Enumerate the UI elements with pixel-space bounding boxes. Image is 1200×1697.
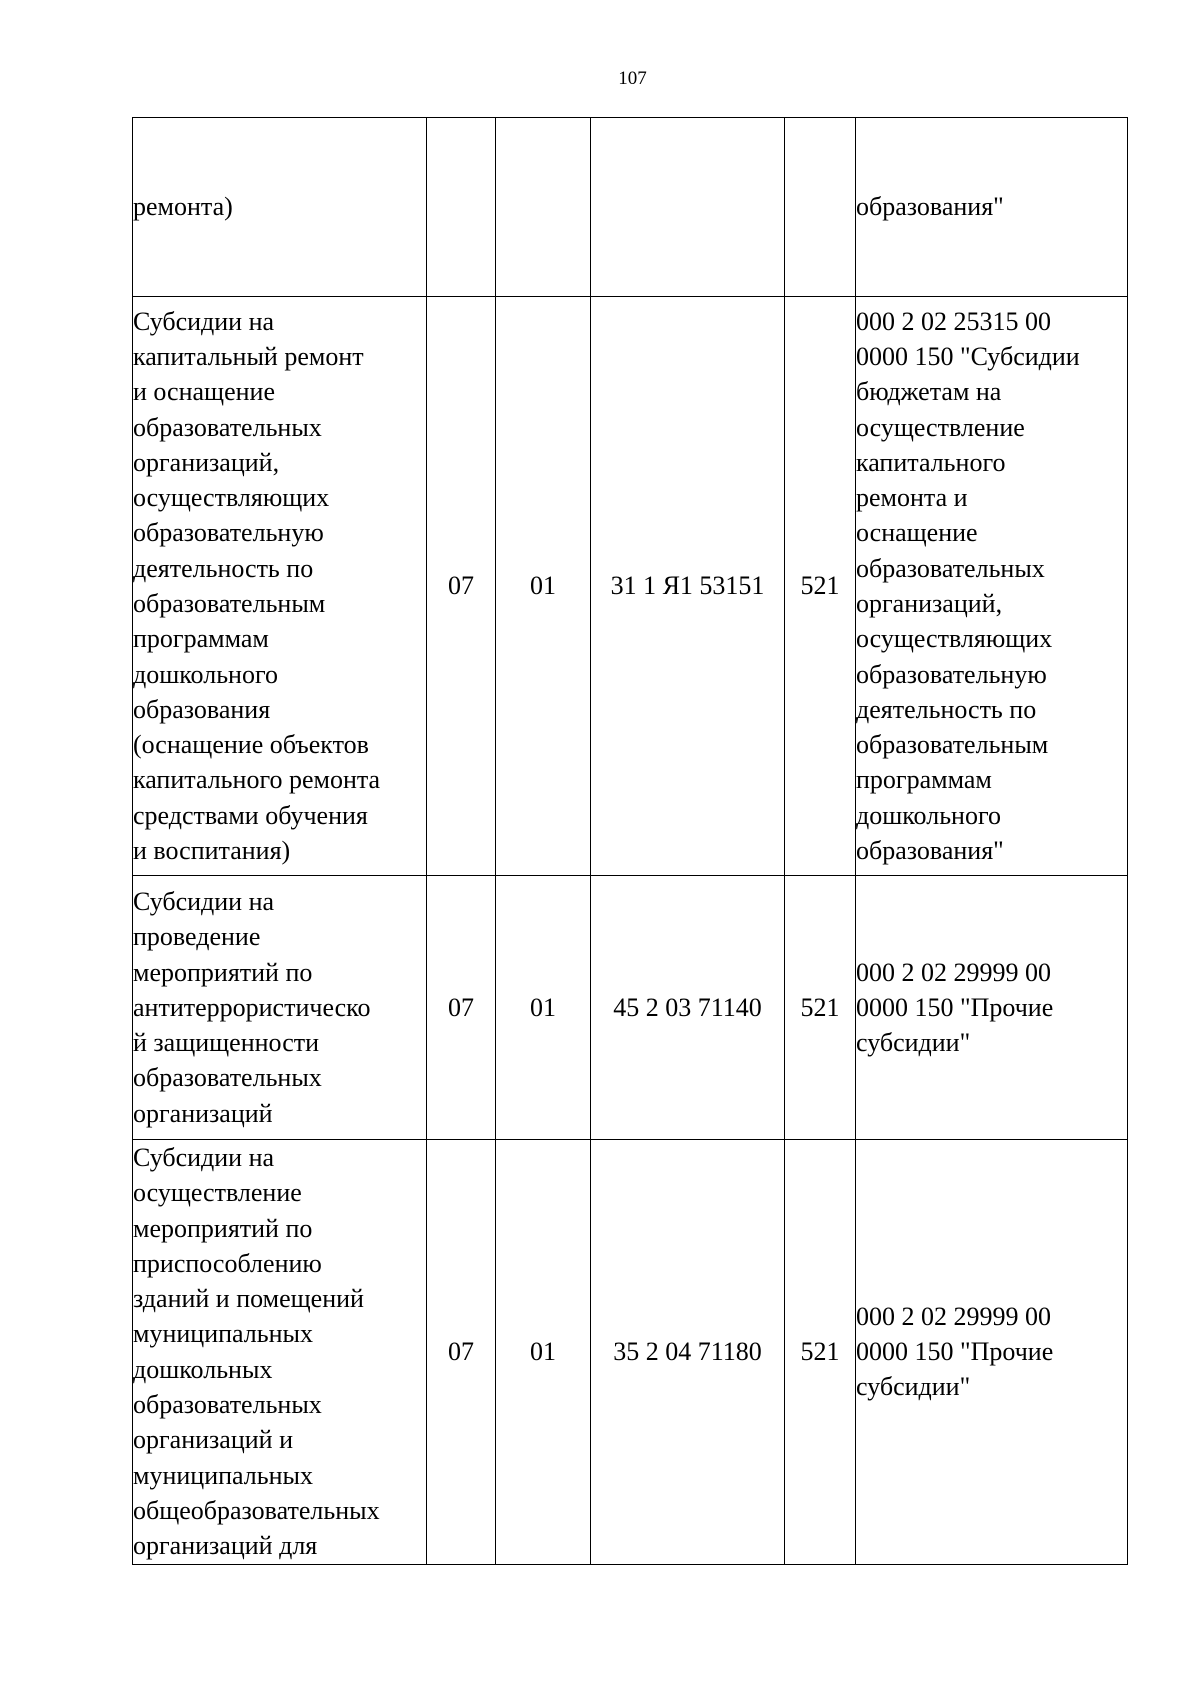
target-article-cell: 45 2 03 71140 — [591, 876, 785, 1140]
expense-name-cell: Субсидии на осуществление мероприятий по приспособлению зданий и помещений муниципальных дошкольных образовательных организаций и муниципальных общеобразовательных организаций для — [133, 1140, 427, 1565]
section-cell — [427, 118, 496, 297]
expense-name-cell: Субсидии на капитальный ремонт и оснащение образовательных организаций, осуществляющих образовательную деятельность по образовательным программам дошкольного образования (оснащение объектов капитального ремонта средствами обучения и воспитания) — [133, 297, 427, 876]
expense-type-cell: 521 — [785, 1140, 856, 1565]
target-article-cell: 35 2 04 71180 — [591, 1140, 785, 1565]
target-article-cell — [591, 118, 785, 297]
expense-name-cell: ремонта) — [133, 118, 427, 297]
revenue-code-cell: 000 2 02 29999 00 0000 150 "Прочие субсидии" — [856, 1140, 1128, 1565]
revenue-code-cell: 000 2 02 25315 00 0000 150 "Субсидии бюджетам на осуществление капитального ремонта и оснащение образовательных организаций, осуществляющих образовательную деятельность по образовательным программам дошкольного образования" — [856, 297, 1128, 876]
budget-table — [132, 117, 1128, 1565]
table-row — [133, 1140, 1128, 1565]
expense-name-cell: Субсидии на проведение мероприятий по антитеррористическо й защищенности образовательных организаций — [133, 876, 427, 1140]
section-cell: 07 — [427, 1140, 496, 1565]
target-article-cell: 31 1 Я1 53151 — [591, 297, 785, 876]
table-row — [133, 876, 1128, 1140]
section-cell: 07 — [427, 876, 496, 1140]
subsection-cell: 01 — [496, 297, 591, 876]
subsection-cell: 01 — [496, 1140, 591, 1565]
expense-type-cell: 521 — [785, 297, 856, 876]
expense-type-cell: 521 — [785, 876, 856, 1140]
section-cell: 07 — [427, 297, 496, 876]
revenue-code-cell: образования" — [856, 118, 1128, 297]
expense-type-cell — [785, 118, 856, 297]
subsection-cell — [496, 118, 591, 297]
page-number: 107 — [618, 68, 647, 89]
subsection-cell: 01 — [496, 876, 591, 1140]
revenue-code-cell: 000 2 02 29999 00 0000 150 "Прочие субсидии" — [856, 876, 1128, 1140]
table-row — [133, 297, 1128, 876]
table-row — [133, 118, 1128, 297]
